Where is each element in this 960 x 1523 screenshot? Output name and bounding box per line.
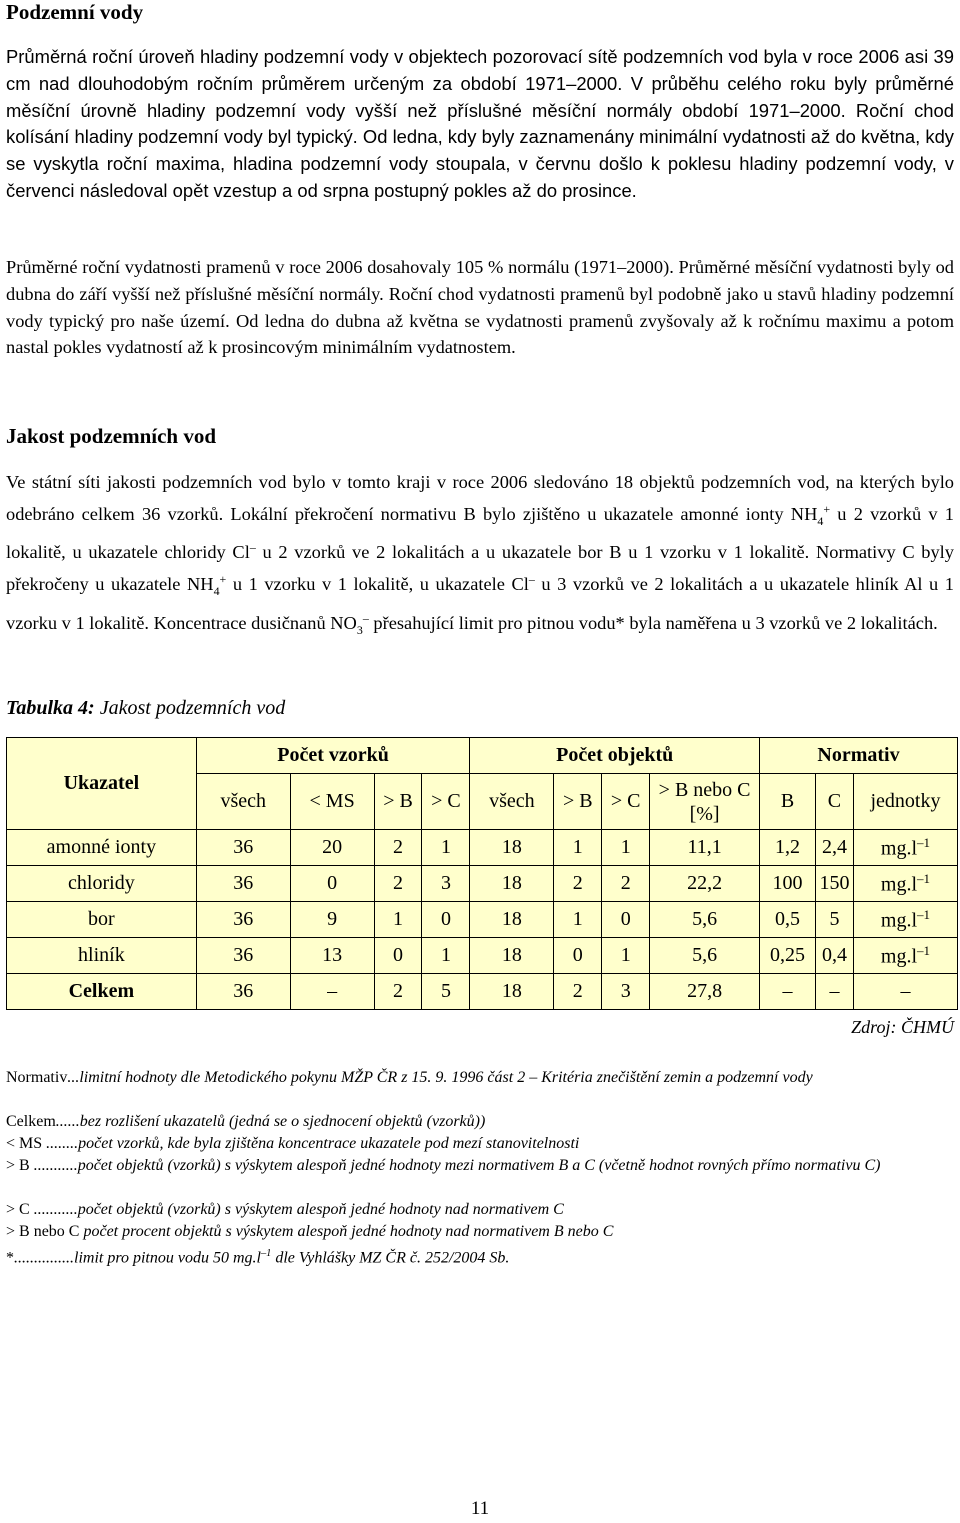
table-cell: 36	[196, 866, 290, 902]
table-cell: 1,2	[760, 830, 816, 866]
table-cell: –	[760, 974, 816, 1010]
group-header-objects: Počet objektů	[470, 738, 760, 774]
footnote: > B ...........počet objektů (vzorků) s výskytem alespoň jedné hodnoty mezi normativem B a C (včetně hodnot rovných přímo normativu C)	[6, 1157, 881, 1174]
table-cell: 2	[602, 866, 650, 902]
col-header: > B	[554, 774, 602, 830]
table-cell: 18	[470, 938, 554, 974]
table-cell: 22,2	[650, 866, 760, 902]
unit-cell: $mg.l^{-1}$	[853, 830, 957, 866]
row-label: chloridy	[7, 866, 197, 902]
section-title-groundwater: Podzemní vody	[6, 0, 144, 24]
table-cell: 36	[196, 902, 290, 938]
footnote: < MS ........počet vzorků, kde byla zjištěna koncentrace ukazatele pod mezí stanovitelnosti	[6, 1135, 580, 1152]
table-cell: 0,4	[815, 938, 853, 974]
table-cell: 2	[554, 866, 602, 902]
table-cell: 27,8	[650, 974, 760, 1010]
col-header: všech	[470, 774, 554, 830]
col-header: všech	[196, 774, 290, 830]
col-header-ukazatel: Ukazatel	[7, 738, 197, 830]
col-header: > B	[374, 774, 422, 830]
table-cell: 5,6	[650, 938, 760, 974]
footnote: > B nebo C počet procent objektů s výskytem alespoň jedné hodnoty nad normativem B nebo C	[6, 1223, 614, 1240]
table-cell: 20	[290, 830, 374, 866]
col-header: > B nebo C [%]	[650, 774, 760, 830]
col-header: < MS	[290, 774, 374, 830]
paragraph-groundwater-level: Průměrná roční úroveň hladiny podzemní vody v objektech pozorovací sítě podzemních vod byla v roce 2006 asi 39 cm nad dlouhodobým ročním průměrem určeným za období 1971–2000. V průběhu celého roku byly průměrné měsíční úrovně hladiny podzemní vody vyšší než příslušné měsíční normály období 1971–2000. Roční chod kolísání hladiny podzemní vody byl typický. Od ledna, kdy byly zaznamenány minimální vydatnosti až do května, kdy se vyskytla roční maxima, hladina podzemní vody stoupala, v červnu došlo k poklesu hladiny podzemní vody, v červenci následoval opět vzestup a od srpna postupný pokles až do prosince.	[6, 46, 954, 201]
section-title-water-quality: Jakost podzemních vod	[6, 424, 217, 448]
table-cell: 3	[422, 866, 470, 902]
table-cell: 0	[290, 866, 374, 902]
table-cell: 1	[422, 830, 470, 866]
table-cell: 100	[760, 866, 816, 902]
table-cell: 150	[815, 866, 853, 902]
row-label: Celkem	[7, 974, 197, 1010]
table-cell: 2,4	[815, 830, 853, 866]
col-header: C	[815, 774, 853, 830]
table-cell: 13	[290, 938, 374, 974]
col-header: > C	[422, 774, 470, 830]
table-cell: 5,6	[650, 902, 760, 938]
unit-cell: $mg.l^{-1}$	[853, 866, 957, 902]
unit-cell: $mg.l^{-1}$	[853, 902, 957, 938]
group-header-normative: Normativ	[760, 738, 958, 774]
table-cell: 0	[422, 902, 470, 938]
table-cell: –	[815, 974, 853, 1010]
table-cell: 36	[196, 974, 290, 1010]
paragraph-water-quality: Ve státní síti jakosti podzemních vod bylo v tomto kraji v roce 2006 sledováno 18 objektů podzemních vod, na kterých bylo odebráno celkem 36 vzorků. Lokální překročení normativu B bylo zjištěno u ukazatele amonné ionty $NH_4^+$ u 2 vzorků v 1 lokalitě, u ukazatele chloridy Cl– u 2 vzorků ve 2 lokalitách a u ukazatele bor B u 1 vzorku v 1 lokalitě. Normativy C byly překročeny u ukazatele $NH_4^+$ u 1 vzorku v 1 lokalitě, u ukazatele Cl– u 3 vzorků ve 2 lokalitách a u ukazatele hliník Al u 1 vzorku v 1 lokalitě. Koncentrace dusičnanů $NO_3^-$ přesahující limit pro pitnou vodu* byla naměřena u 3 vzorků ve 2 lokalitách.	[6, 472, 955, 637]
table-cell: 2	[554, 974, 602, 1010]
col-header: jednotky	[853, 774, 957, 830]
table-cell: 1	[602, 938, 650, 974]
row-label: bor	[7, 902, 197, 938]
table-cell: 1	[374, 902, 422, 938]
table-cell: 1	[554, 902, 602, 938]
table-cell: 9	[290, 902, 374, 938]
table-cell: 1	[554, 830, 602, 866]
table-caption: Tabulka 4: Jakost podzemních vod	[6, 697, 286, 719]
table-cell: 18	[470, 866, 554, 902]
table-cell: 36	[196, 830, 290, 866]
row-label: hliník	[7, 938, 197, 974]
table-cell: 5	[815, 902, 853, 938]
table-row	[7, 866, 958, 902]
table-cell: 2	[374, 830, 422, 866]
table-row	[7, 830, 958, 866]
table-cell: 36	[196, 938, 290, 974]
table-cell: 1	[602, 830, 650, 866]
footnote: Normativ...limitní hodnoty dle Metodického pokynu MŽP ČR z 15. 9. 1996 část 2 – Kritéria znečištění zemin a podzemní vody	[6, 1069, 813, 1086]
table-cell: 0	[554, 938, 602, 974]
table-cell: 18	[470, 830, 554, 866]
page-number: 11	[470, 1498, 490, 1519]
table-cell: 2	[374, 974, 422, 1010]
table-cell: 18	[470, 902, 554, 938]
footnote: > C ...........počet objektů (vzorků) s výskytem alespoň jedné hodnoty nad normativem C	[6, 1201, 564, 1218]
table-row	[7, 902, 958, 938]
table-source: Zdroj: ČHMÚ	[851, 1017, 954, 1037]
paragraph-spring-yield: Průměrné roční vydatnosti pramenů v roce 2006 dosahovaly 105 % normálu (1971–2000). Průměrné měsíční vydatnosti byly od dubna do září vyšší než příslušné měsíční normály. Roční chod vydatnosti pramenů byl podobně jako u stavů hladiny podzemní vody typický pro naše území. Od ledna do dubna až května se vydatnosti pramenů zvyšovaly až k ročnímu maximu a potom nastal pokles vydatností až k prosincovým minimálním vydatnostem.	[6, 257, 954, 358]
table-cell: 0,5	[760, 902, 816, 938]
footnote: *...............limit pro pitnou vodu 50 $mg.l^{-1}$ dle Vyhlášky MZ ČR č. 252/2004 Sb.	[6, 1248, 510, 1267]
table-cell: –	[290, 974, 374, 1010]
table-row	[7, 974, 958, 1010]
table-cell: 5	[422, 974, 470, 1010]
unit-cell: $mg.l^{-1}$	[853, 938, 957, 974]
table-cell: 18	[470, 974, 554, 1010]
col-header: > C	[602, 774, 650, 830]
col-header: B	[760, 774, 816, 830]
table-cell: 11,1	[650, 830, 760, 866]
group-header-samples: Počet vzorků	[196, 738, 470, 774]
table-cell: 2	[374, 866, 422, 902]
table-cell: 3	[602, 974, 650, 1010]
table-row	[7, 938, 958, 974]
table-cell: 1	[422, 938, 470, 974]
table-cell: 0	[602, 902, 650, 938]
row-label: amonné ionty	[7, 830, 197, 866]
unit-cell: –	[853, 974, 957, 1010]
table-body	[7, 830, 958, 1010]
table-cell: 0,25	[760, 938, 816, 974]
water-quality-table	[6, 737, 958, 1010]
table-cell: 0	[374, 938, 422, 974]
footnote: Celkem......bez rozlišení ukazatelů (jedná se o sjednocení objektů (vzorků))	[6, 1113, 486, 1130]
